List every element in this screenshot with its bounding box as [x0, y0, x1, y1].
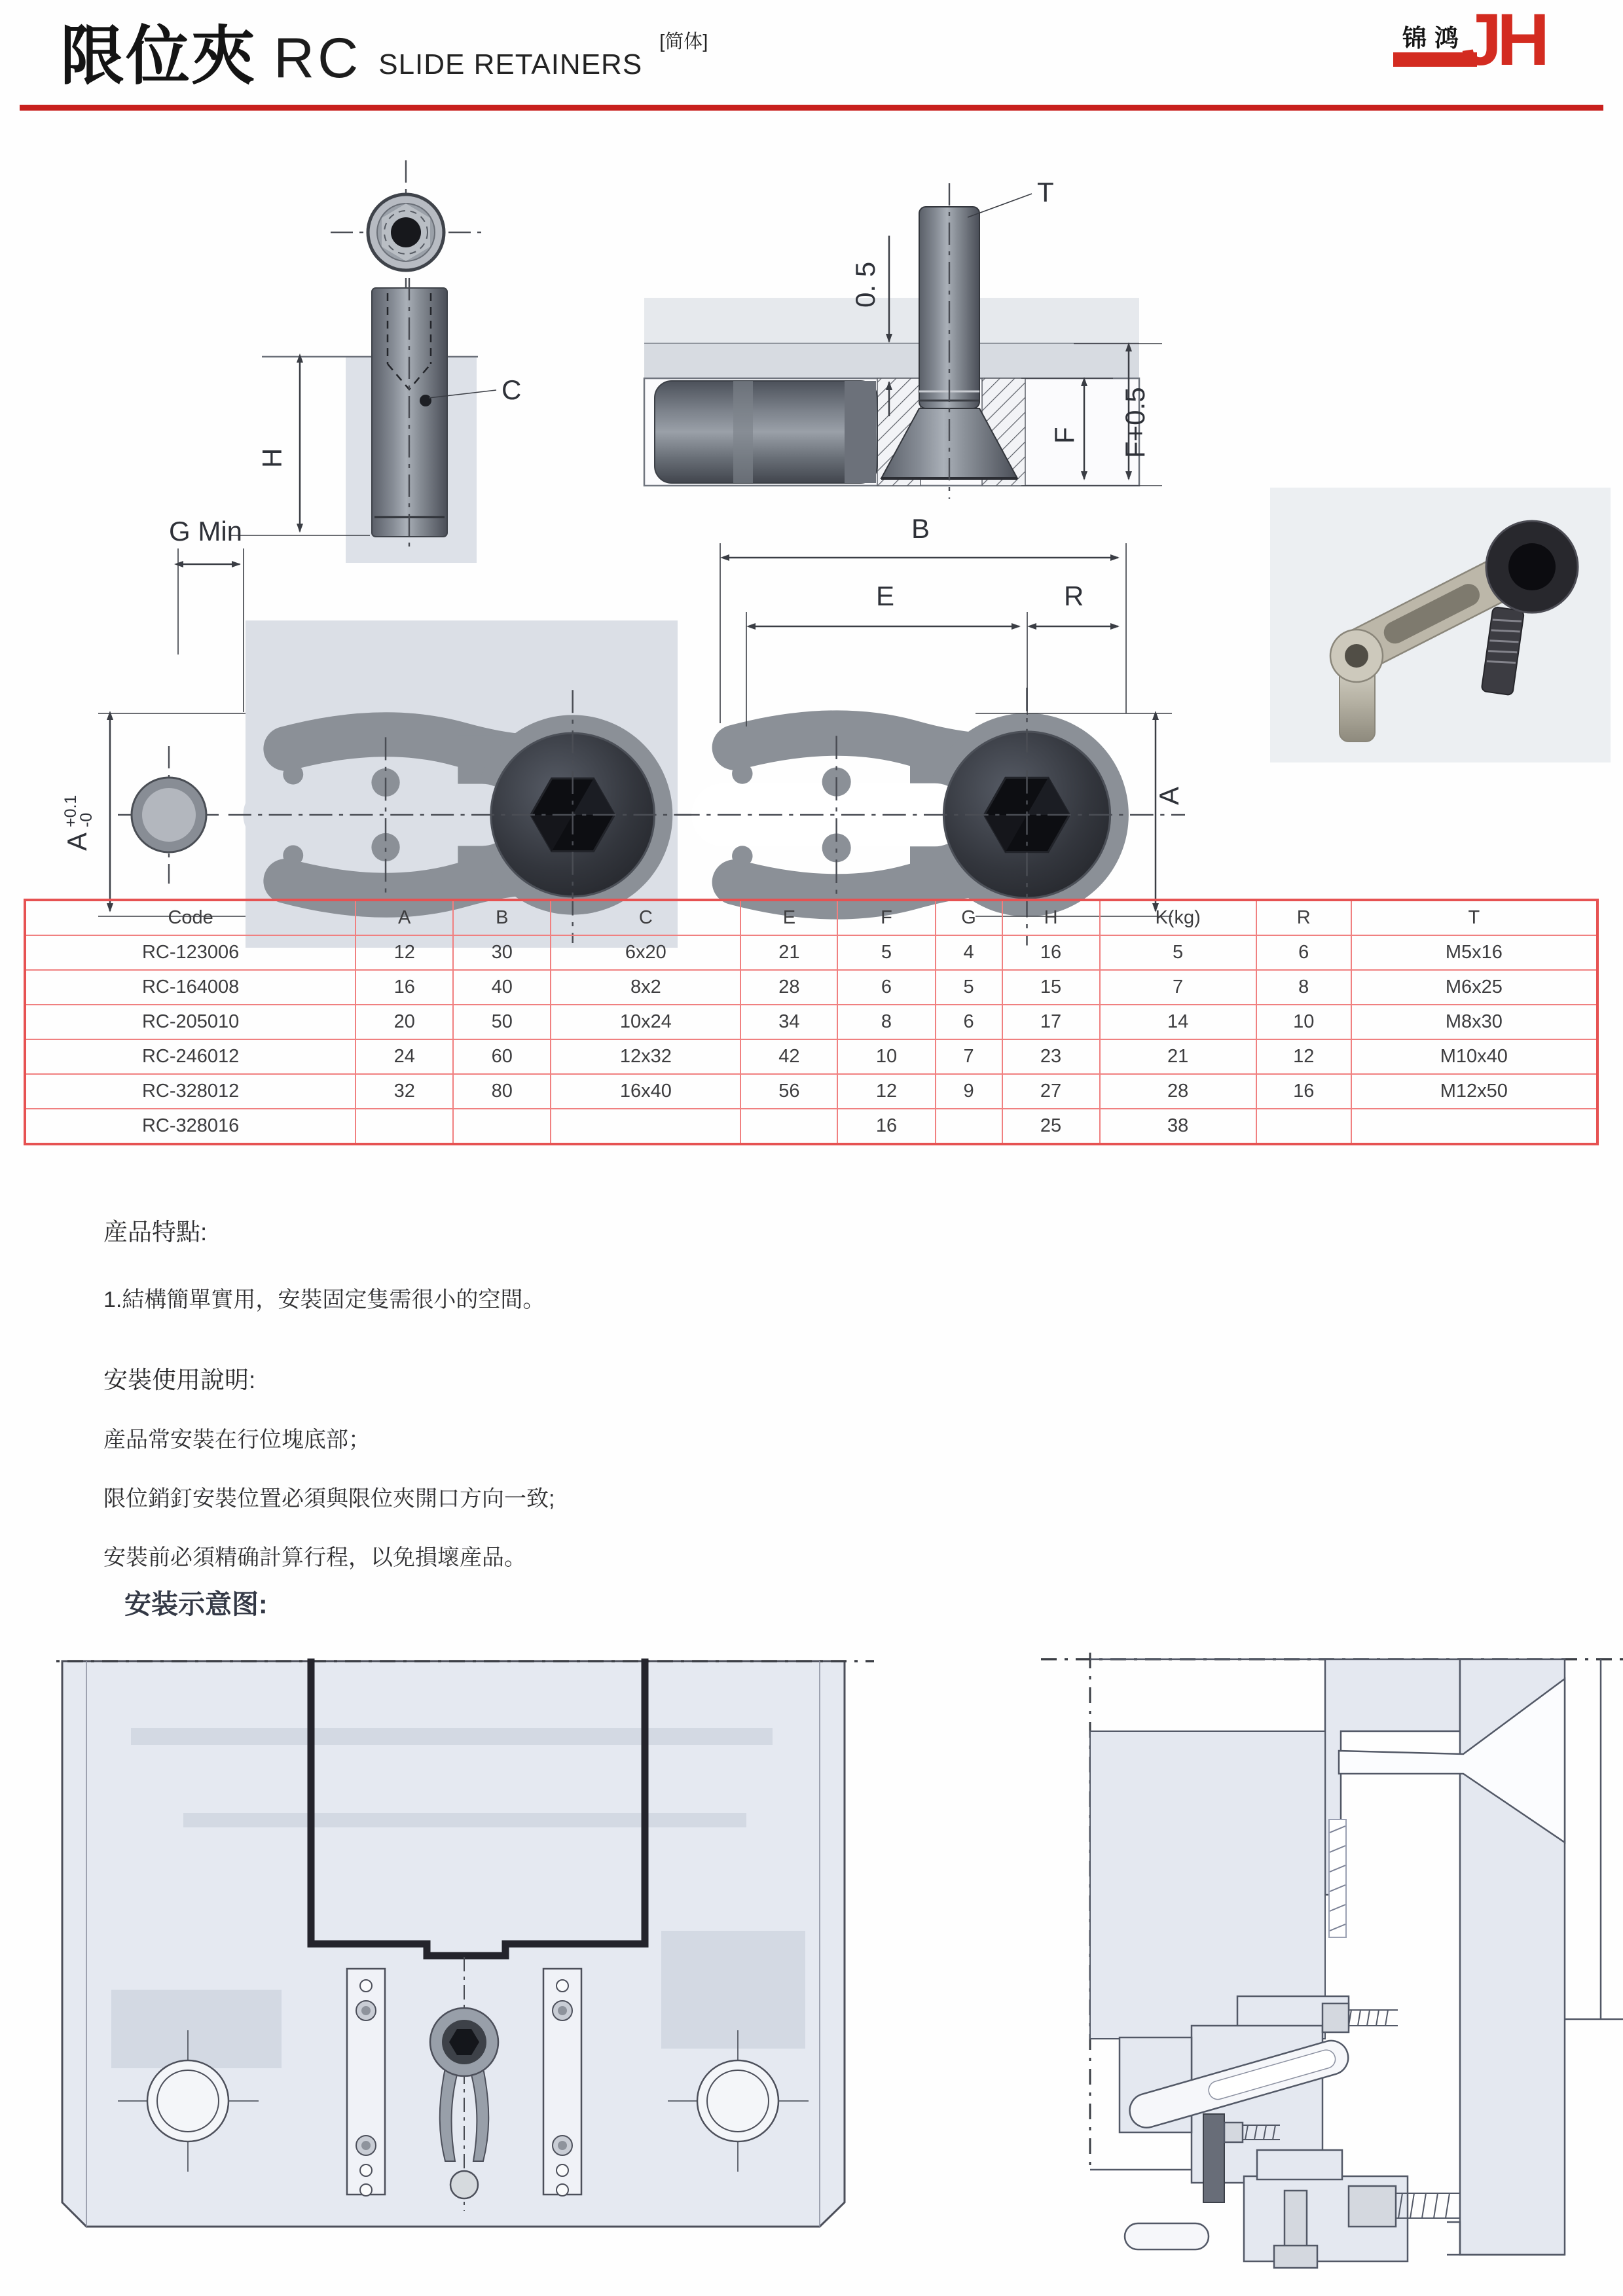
slide-rail-left — [347, 1969, 385, 2196]
table-cell: 5 — [837, 935, 935, 970]
table-cell: 8x2 — [551, 970, 740, 1005]
table-cell: 10 — [1256, 1005, 1351, 1039]
table-cell: 56 — [740, 1074, 837, 1109]
table-cell: 10 — [837, 1039, 935, 1074]
table-cell: 16 — [1256, 1074, 1351, 1109]
table-cell: 14 — [1100, 1005, 1256, 1039]
dim-label-h: H — [257, 448, 287, 468]
table-cell: 30 — [453, 935, 551, 970]
spec-table — [24, 899, 1599, 1145]
dim-label-e: E — [876, 581, 895, 611]
instructions-line: 産品常安裝在行位塊底部； — [103, 1427, 371, 1452]
table-cell: 10x24 — [551, 1005, 740, 1039]
title-chinese: 限位夾 — [60, 20, 257, 92]
table-cell: M12x50 — [1351, 1074, 1597, 1109]
table-cell: 42 — [740, 1039, 837, 1074]
table-cell: 80 — [453, 1074, 551, 1109]
table-cell: RC-123006 — [25, 935, 356, 970]
table-cell: 15 — [1002, 970, 1100, 1005]
table-cell: RC-328016 — [25, 1109, 356, 1144]
retainer-dimension-view — [676, 513, 1185, 946]
table-cell: 12 — [356, 935, 453, 970]
table-row — [25, 1109, 1597, 1144]
table-row — [25, 1005, 1597, 1039]
table-cell: M8x30 — [1351, 1005, 1597, 1039]
table-header-cell: F — [837, 900, 935, 935]
instructions-line: 限位銷釘安裝位置必須與限位夾開口方向一致; — [103, 1486, 555, 1511]
table-cell: 8 — [837, 1005, 935, 1039]
table-cell: 50 — [453, 1005, 551, 1039]
slide-rail-right — [543, 1969, 581, 2196]
installation-top-view — [52, 1649, 874, 2281]
table-cell: 6 — [837, 970, 935, 1005]
table-row — [25, 970, 1597, 1005]
table-cell: 28 — [740, 970, 837, 1005]
language-tag: [简体] — [659, 31, 708, 52]
table-cell: 5 — [936, 970, 1002, 1005]
slide-assembly — [1120, 1996, 1460, 2268]
dim-label-r: R — [1064, 581, 1084, 611]
table-cell: 16 — [837, 1109, 935, 1144]
table-cell: RC-246012 — [25, 1039, 356, 1074]
table-cell: 12 — [837, 1074, 935, 1109]
table-header-cell: A — [356, 900, 453, 935]
table-cell: 16 — [1002, 935, 1100, 970]
table-row — [25, 1074, 1597, 1109]
table-cell: 38 — [1100, 1109, 1256, 1144]
dim-label-g-min: G Min — [169, 516, 243, 547]
table-row — [25, 1039, 1597, 1074]
title-english: SLIDE RETAINERS — [378, 48, 643, 81]
table-cell: 20 — [356, 1005, 453, 1039]
title-series-code: RC — [274, 26, 362, 90]
table-cell: RC-205010 — [25, 1005, 356, 1039]
table-cell: 7 — [1100, 970, 1256, 1005]
table-cell: 32 — [356, 1074, 453, 1109]
table-header-cell: R — [1256, 900, 1351, 935]
table-cell — [1256, 1109, 1351, 1144]
table-cell — [551, 1109, 740, 1144]
table-cell: 40 — [453, 970, 551, 1005]
table-cell: 60 — [453, 1039, 551, 1074]
instructions-line: 安裝前必須精确計算行程，以免損壞産品。 — [103, 1545, 526, 1570]
table-cell: 16x40 — [551, 1074, 740, 1109]
table-cell: 12x32 — [551, 1039, 740, 1074]
table-cell: 21 — [740, 935, 837, 970]
table-cell: 28 — [1100, 1074, 1256, 1109]
table-cell: 17 — [1002, 1005, 1100, 1039]
table-cell: 5 — [1100, 935, 1256, 970]
spec-table-header-row — [25, 900, 1597, 935]
table-cell: 24 — [356, 1039, 453, 1074]
table-cell: M5x16 — [1351, 935, 1597, 970]
table-cell: 27 — [1002, 1074, 1100, 1109]
table-cell: 6x20 — [551, 935, 740, 970]
limit-pin — [1125, 2223, 1209, 2250]
table-cell: 6 — [936, 1005, 1002, 1039]
table-header-cell: G — [936, 900, 1002, 935]
table-header-cell: C — [551, 900, 740, 935]
table-cell: 12 — [1256, 1039, 1351, 1074]
spec-table-head — [25, 900, 1597, 935]
table-cell: RC-164008 — [25, 970, 356, 1005]
table-cell: 8 — [1256, 970, 1351, 1005]
spec-table-body — [25, 935, 1597, 1144]
dim-label-a-tol-sup: +0.1 — [62, 795, 80, 827]
table-header-cell: K(kg) — [1100, 900, 1256, 935]
dim-label-c: C — [501, 374, 522, 405]
dim-label-a: A — [1154, 786, 1184, 805]
dim-label-f: F — [1049, 427, 1080, 444]
table-cell: 6 — [1256, 935, 1351, 970]
table-cell — [1351, 1109, 1597, 1144]
table-row — [25, 935, 1597, 970]
technical-drawings — [0, 0, 1623, 982]
pin-side-view — [229, 278, 521, 563]
table-cell — [453, 1109, 551, 1144]
table-header-cell: Code — [25, 900, 356, 935]
instructions-heading: 安裝使用說明: — [103, 1367, 256, 1393]
dim-label-t: T — [1037, 177, 1054, 207]
installation-heading: 安装示意图: — [124, 1589, 268, 1619]
table-header-cell: H — [1002, 900, 1100, 935]
logo-jh-mark: JH — [1461, 0, 1545, 81]
threaded-strip — [1329, 1820, 1346, 1937]
table-cell: RC-328012 — [25, 1074, 356, 1109]
table-cell: 23 — [1002, 1039, 1100, 1074]
dim-label-a-tol: A — [62, 832, 92, 851]
dim-label-f-plus: F+0.5 — [1120, 387, 1150, 458]
dim-label-gap: 0. 5 — [850, 261, 881, 308]
logo-chinese-text: 锦鸿 — [1402, 25, 1467, 52]
table-cell — [936, 1109, 1002, 1144]
table-cell: 16 — [356, 970, 453, 1005]
features-item: 1.結構簡單實用，安裝固定隻需很小的空間。 — [103, 1287, 545, 1312]
dim-label-b: B — [911, 513, 930, 544]
table-cell: 9 — [936, 1074, 1002, 1109]
table-cell: 25 — [1002, 1109, 1100, 1144]
table-cell — [740, 1109, 837, 1144]
section-view — [644, 177, 1162, 499]
table-header-cell: E — [740, 900, 837, 935]
table-cell: 34 — [740, 1005, 837, 1039]
table-cell: 7 — [936, 1039, 1002, 1074]
table-cell: M6x25 — [1351, 970, 1597, 1005]
installation-section-view — [1041, 1633, 1623, 2287]
table-header-cell: B — [453, 900, 551, 935]
dim-label-a-tol-sub: -0 — [77, 812, 96, 827]
socket-screw — [1349, 2186, 1396, 2227]
table-cell: 4 — [936, 935, 1002, 970]
retainer-section — [1203, 2114, 1224, 2202]
features-heading: 産品特點: — [103, 1219, 208, 1246]
product-photo — [1270, 488, 1611, 762]
table-cell: M10x40 — [1351, 1039, 1597, 1074]
table-cell: 21 — [1100, 1039, 1256, 1074]
table-header-cell: T — [1351, 900, 1597, 935]
table-cell — [356, 1109, 453, 1144]
